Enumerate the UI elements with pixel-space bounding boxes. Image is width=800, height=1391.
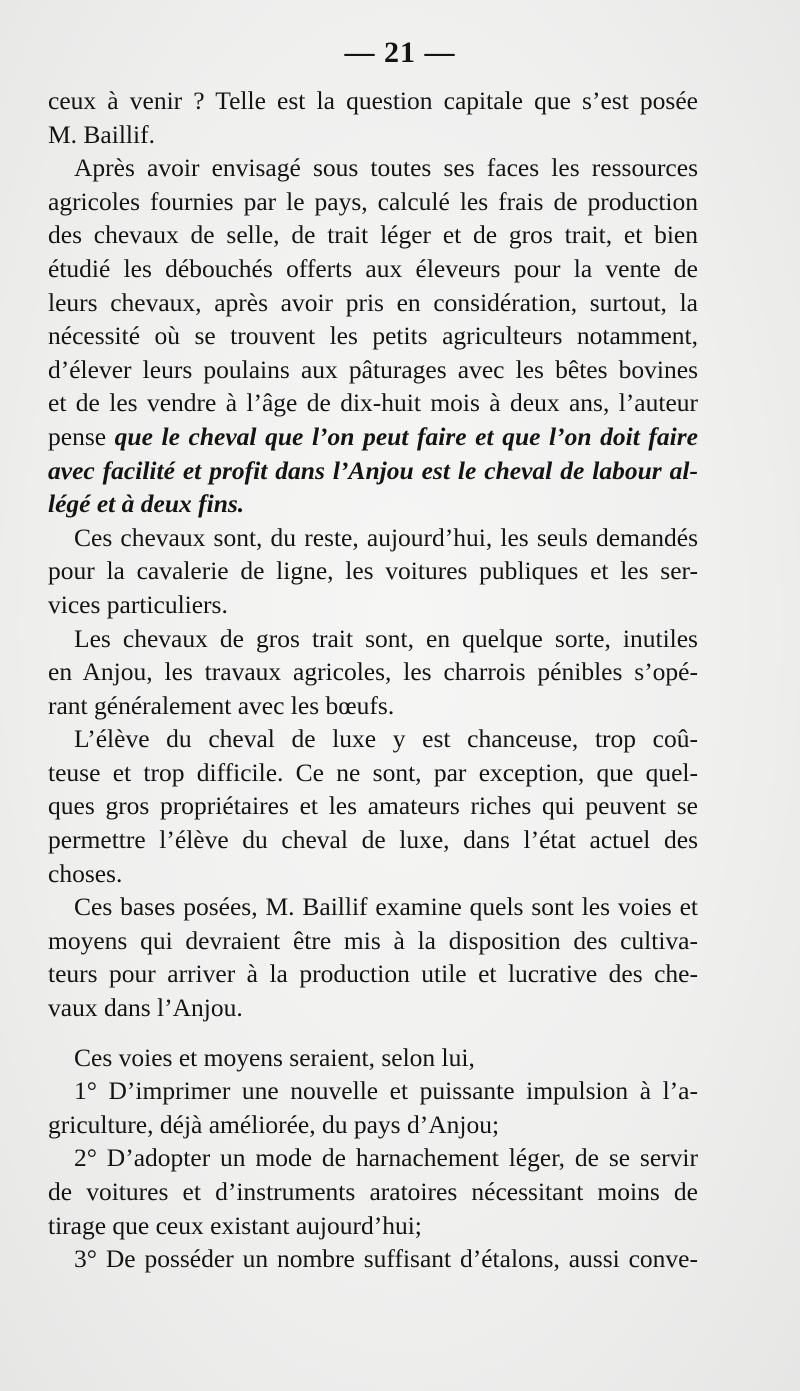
text-line [48, 655, 698, 689]
italic-emphasis: légé et à deux fins. [48, 489, 245, 519]
line-text: leurs chevaux, après avoir pris en considération, surtout, la [48, 287, 698, 317]
text-line [48, 252, 698, 286]
text-line [48, 756, 698, 790]
line-text: en Anjou, les travaux agricoles, les charrois pénibles s’opé- [48, 657, 698, 687]
line-text: agricoles fournies par le pays, calculé les frais de production [48, 186, 698, 216]
line-text: ques gros propriétaires et les amateurs riches qui peuvent se [48, 791, 698, 821]
text-line [48, 454, 698, 488]
text-line [48, 588, 698, 622]
line-text: de voitures et d’instruments aratoires nécessitant moins de [48, 1177, 698, 1206]
italic-emphasis: que le cheval que l’on peut faire et que l’on doit faire [114, 421, 698, 451]
text-line [48, 185, 698, 219]
page-number: — 21 — [344, 36, 456, 69]
text-line [48, 386, 698, 420]
text-line [48, 622, 698, 656]
line-text: Ces voies et moyens seraient, selon lui, [74, 1042, 475, 1072]
line-text: rant généralement avec les bœufs. [48, 690, 395, 720]
line-text: et de les vendre à l’âge de dix-huit mois à deux ans, l’auteur [48, 388, 698, 418]
text-line [48, 1141, 698, 1175]
text-line [48, 554, 698, 588]
line-text: Après avoir envisagé sous toutes ses faces les ressources [74, 153, 698, 183]
text-line [48, 722, 698, 756]
text-line [48, 1074, 698, 1108]
text-line [48, 353, 698, 387]
line-text: pense [48, 421, 107, 451]
line-text: L’élève du cheval de luxe y est chanceuse, trop coû- [74, 724, 698, 754]
text-line [48, 1041, 698, 1075]
line-text: pour la cavalerie de ligne, les voitures publiques et les ser- [48, 556, 698, 586]
line-text: nécessité où se trouvent les petits agriculteurs notamment, [48, 321, 698, 351]
line-text: étudié les débouchés offerts aux éleveurs pour la vente de [48, 253, 698, 283]
line-text: M. Baillif. [48, 119, 155, 149]
text-line [48, 1242, 698, 1276]
text-line [48, 1209, 698, 1243]
line-text: permettre l’élève du cheval de luxe, dans l’état actuel des [48, 825, 698, 855]
text-line [48, 924, 698, 958]
text-line [48, 118, 698, 152]
text-line [48, 1108, 698, 1142]
line-text: tirage que ceux existant aujourd’hui; [48, 1210, 422, 1240]
text-line [48, 789, 698, 823]
line-text: Ces chevaux sont, du reste, aujourd’hui, les seuls demandés [74, 522, 698, 552]
text-line [48, 689, 698, 723]
text-line [48, 218, 698, 252]
text-line [48, 957, 698, 991]
line-text: vaux dans l’Anjou. [48, 993, 243, 1023]
line-text: 2° D’adopter un mode de harnachement léger, de se servir [74, 1143, 698, 1173]
text-line [48, 521, 698, 555]
line-text: des chevaux de selle, de trait léger et de gros trait, et bien [48, 220, 698, 250]
line-text: 1° D’imprimer une nouvelle et puissante impulsion à l’a- [74, 1076, 698, 1106]
italic-emphasis: avec facilité et profit dans l’Anjou est le cheval de labour al- [48, 455, 698, 485]
line-text: Ces bases posées, M. Baillif examine quels sont les voies et [74, 892, 698, 922]
line-text: teurs pour arriver à la production utile et lucrative des che- [48, 959, 698, 989]
line-text: Les chevaux de gros trait sont, en quelque sorte, inutiles [74, 623, 698, 653]
text-line [48, 823, 698, 857]
text-line [48, 286, 698, 320]
text-line [48, 487, 698, 521]
text-line [48, 857, 698, 891]
line-text: d’élever leurs poulains aux pâturages avec les bêtes bovines [48, 354, 698, 384]
paragraph-gap [48, 1025, 698, 1041]
line-text: moyens qui devraient être mis à la disposition des cultiva- [48, 925, 698, 955]
text-line [48, 84, 698, 118]
text-line [48, 319, 698, 353]
line-text: vices particuliers. [48, 589, 228, 619]
text-line [48, 1175, 698, 1209]
line-text: griculture, déjà améliorée, du pays d’Anjou; [48, 1109, 500, 1139]
text-line [48, 991, 698, 1025]
text-line [48, 890, 698, 924]
body-text [48, 84, 698, 1276]
line-text: teuse et trop difficile. Ce ne sont, par exception, que quel- [48, 757, 698, 787]
text-line [48, 420, 698, 454]
line-text: 3° De posséder un nombre suffisant d’étalons, aussi conve- [74, 1244, 698, 1274]
line-text: ceux à venir ? Telle est la question capitale que s’est posée [48, 86, 698, 115]
line-text: choses. [48, 858, 123, 888]
text-line [48, 151, 698, 185]
